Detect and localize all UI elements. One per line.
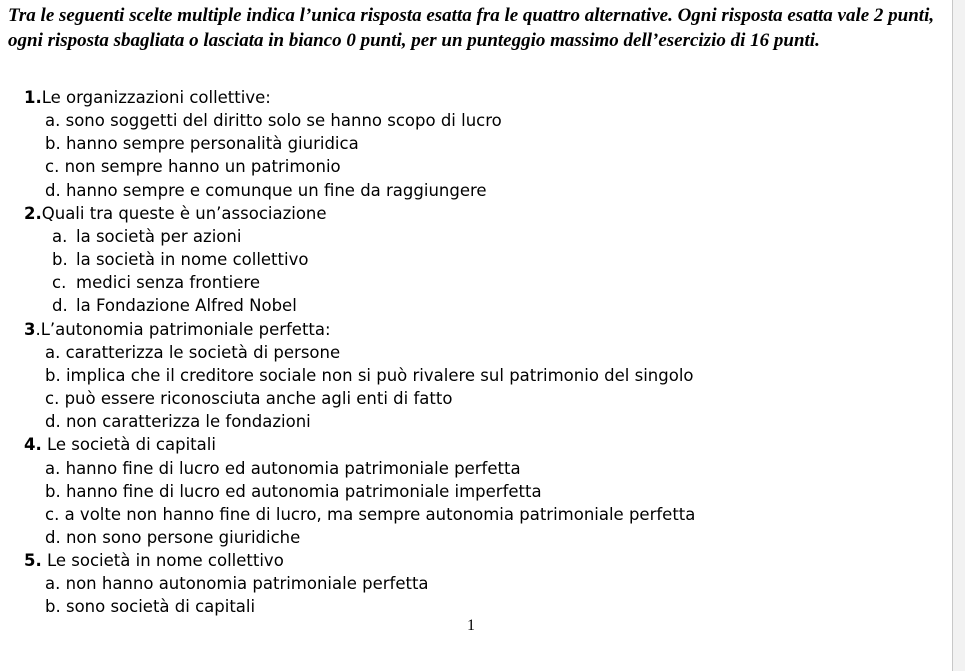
option-letter: b. — [52, 250, 68, 270]
question-title — [0, 318, 952, 341]
option-letter: b. — [45, 134, 61, 154]
option-text: hanno fine di lucro ed autonomia patrimoniale imperfetta — [65, 481, 542, 501]
option-text: sono soggetti del diritto solo se hanno scopo di lucro — [65, 111, 502, 131]
option-text: implica che il creditore sociale non si può rivalere sul patrimonio del singolo — [65, 365, 694, 385]
answer-option — [0, 155, 952, 178]
option-letter: a. — [45, 458, 61, 478]
answer-option — [0, 457, 952, 480]
option-text: a volte non hanno fine di lucro, ma sempre autonomia patrimoniale perfetta — [64, 504, 696, 524]
option-letter: d. — [52, 296, 68, 316]
answer-option — [0, 225, 952, 248]
option-text: la società per azioni — [76, 226, 242, 246]
question-text: Le società di capitali — [41, 435, 216, 455]
question-text: Quali tra queste è un’associazione — [41, 203, 327, 223]
answer-option — [0, 364, 952, 387]
question-title — [0, 86, 952, 109]
question-number: 4. — [24, 435, 42, 455]
option-letter: c. — [45, 389, 60, 409]
question-2 — [0, 202, 952, 318]
answer-option — [0, 503, 952, 526]
option-text: può essere riconosciuta anche agli enti di fatto — [64, 389, 453, 409]
option-letter: d. — [45, 527, 61, 547]
answer-option — [0, 595, 952, 618]
answer-option — [0, 387, 952, 410]
answer-option — [0, 526, 952, 549]
question-title — [0, 433, 952, 456]
question-list — [0, 86, 952, 619]
answer-option — [0, 271, 952, 294]
option-letter: d. — [45, 180, 61, 200]
option-letter: a. — [45, 574, 61, 594]
question-1 — [0, 86, 952, 202]
option-text: non caratterizza le fondazioni — [65, 412, 311, 432]
page-edge — [952, 0, 965, 671]
option-letter: a. — [45, 111, 61, 131]
option-letter: a. — [45, 342, 61, 362]
option-text: medici senza frontiere — [76, 273, 260, 293]
option-text: sono società di capitali — [65, 597, 256, 617]
question-text: Le organizzazioni collettive: — [41, 88, 271, 107]
option-text: hanno fine di lucro ed autonomia patrimoniale perfetta — [65, 458, 521, 478]
question-5 — [0, 549, 952, 618]
question-number: 5. — [24, 551, 42, 571]
answer-option — [0, 179, 952, 202]
answer-option — [0, 572, 952, 595]
option-letter: c. — [45, 157, 60, 177]
option-text: caratterizza le società di persone — [65, 342, 341, 362]
option-letter: b. — [45, 597, 61, 617]
question-3 — [0, 318, 952, 434]
question-number: 3 — [24, 319, 36, 339]
answer-option — [0, 480, 952, 503]
option-text: hanno sempre personalità giuridica — [65, 134, 359, 154]
page-number: 1 — [467, 617, 475, 634]
answer-option — [0, 248, 952, 271]
option-letter: c. — [45, 504, 60, 524]
option-letter: c. — [52, 273, 67, 293]
answer-option — [0, 132, 952, 155]
answer-option — [0, 410, 952, 433]
option-text: hanno sempre e comunque un fine da raggiungere — [65, 180, 487, 200]
option-text: la società in nome collettivo — [76, 250, 309, 270]
answer-option — [0, 109, 952, 132]
question-number: 2. — [24, 203, 42, 223]
option-text: non sempre hanno un patrimonio — [64, 157, 341, 177]
option-text: non sono persone giuridiche — [65, 527, 301, 547]
option-text: la Fondazione Alfred Nobel — [76, 296, 297, 316]
option-letter: d. — [45, 412, 61, 432]
question-title — [0, 549, 952, 572]
answer-option — [0, 294, 952, 317]
option-letter: a. — [52, 226, 68, 246]
option-text: non hanno autonomia patrimoniale perfetta — [65, 574, 429, 594]
question-text: Le società in nome collettivo — [41, 551, 284, 571]
option-letter: b. — [45, 365, 61, 385]
exercise-instructions: Tra le seguenti scelte multiple indica l’unica risposta esatta fra le quattro alternative. Ogni risposta esatta vale 2 punti, ogni risposta sbagliata o lasciata in bianco 0 punti, per un punteggio massimo dell’esercizio di 16 punti. — [8, 5, 935, 51]
question-title — [0, 202, 952, 225]
question-number: 1. — [24, 88, 42, 107]
option-letter: b. — [45, 481, 61, 501]
question-text: .L’autonomia patrimoniale perfetta: — [35, 319, 331, 339]
question-4 — [0, 433, 952, 549]
answer-option — [0, 341, 952, 364]
